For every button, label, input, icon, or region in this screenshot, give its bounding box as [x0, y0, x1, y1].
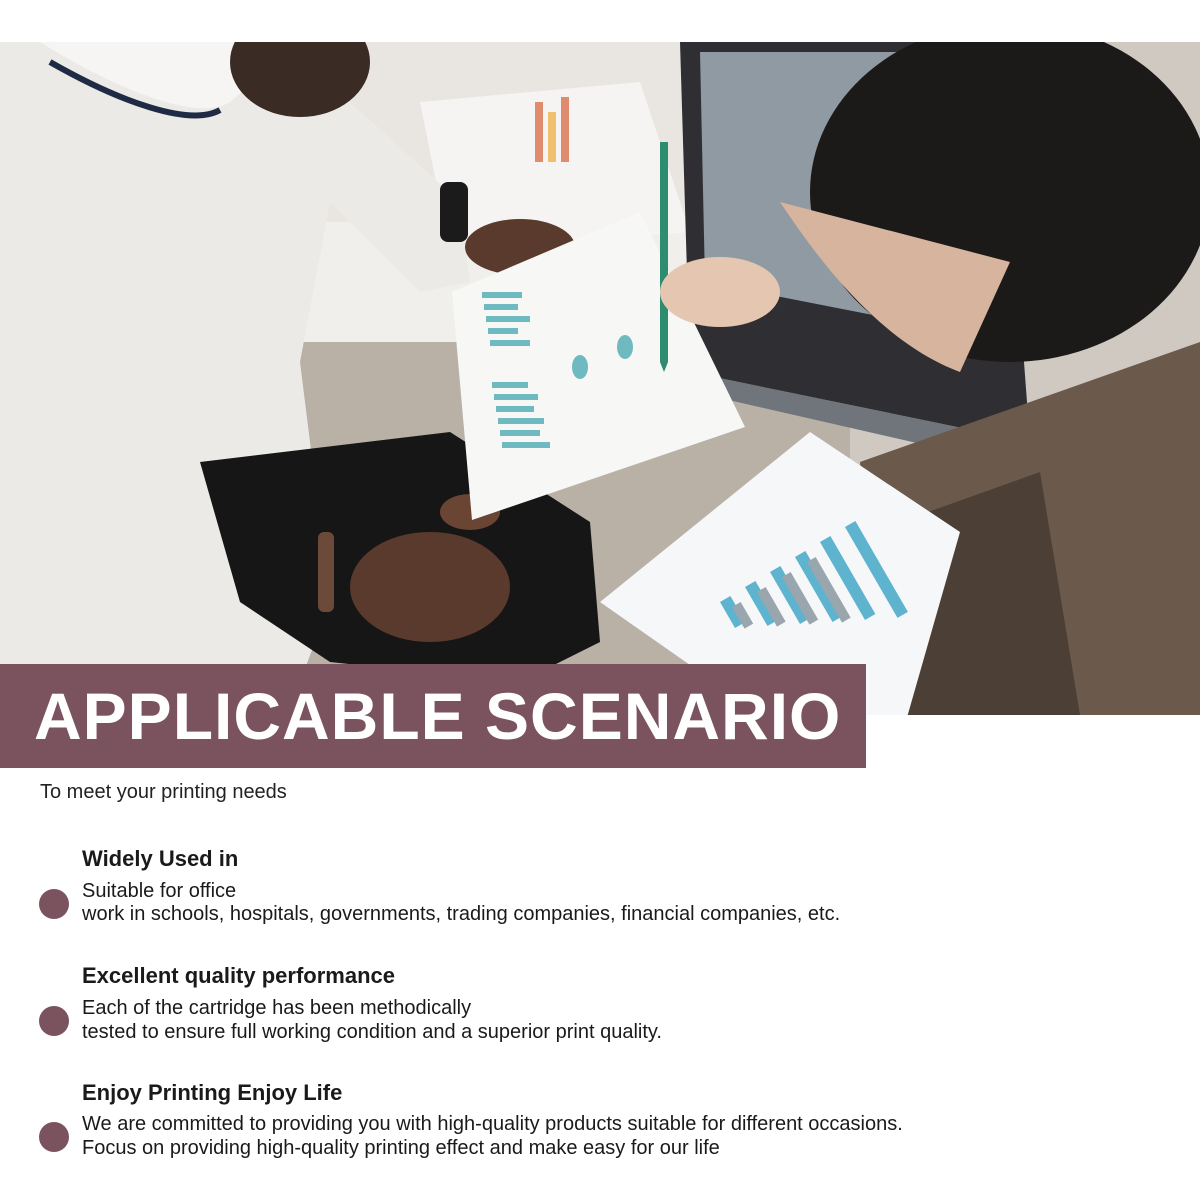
bullet-dot-icon [39, 1122, 69, 1152]
feature-line: Suitable for office [82, 880, 237, 902]
feature-line: tested to ensure full working condition and a superior print quality. [82, 1021, 662, 1043]
subtitle: To meet your printing needs [40, 781, 287, 803]
hero-photo [0, 42, 1200, 715]
feature-line: Focus on providing high-quality printing effect and make easy for our life [82, 1137, 720, 1159]
feature-line: Each of the cartridge has been methodically [82, 997, 472, 1019]
feature-title: Enjoy Printing Enjoy Life [82, 1080, 343, 1105]
bullet-dot-icon [39, 889, 69, 919]
feature-title: Widely Used in [82, 846, 239, 871]
bullet-dot-icon [39, 1006, 69, 1036]
banner-title: APPLICABLE SCENARIO [34, 679, 842, 753]
feature-line: work in schools, hospitals, governments, trading companies, financial companies, etc. [82, 903, 841, 925]
feature-title: Excellent quality performance [82, 963, 395, 988]
feature-line: We are committed to providing you with high-quality products suitable for different occasions. [82, 1113, 903, 1135]
